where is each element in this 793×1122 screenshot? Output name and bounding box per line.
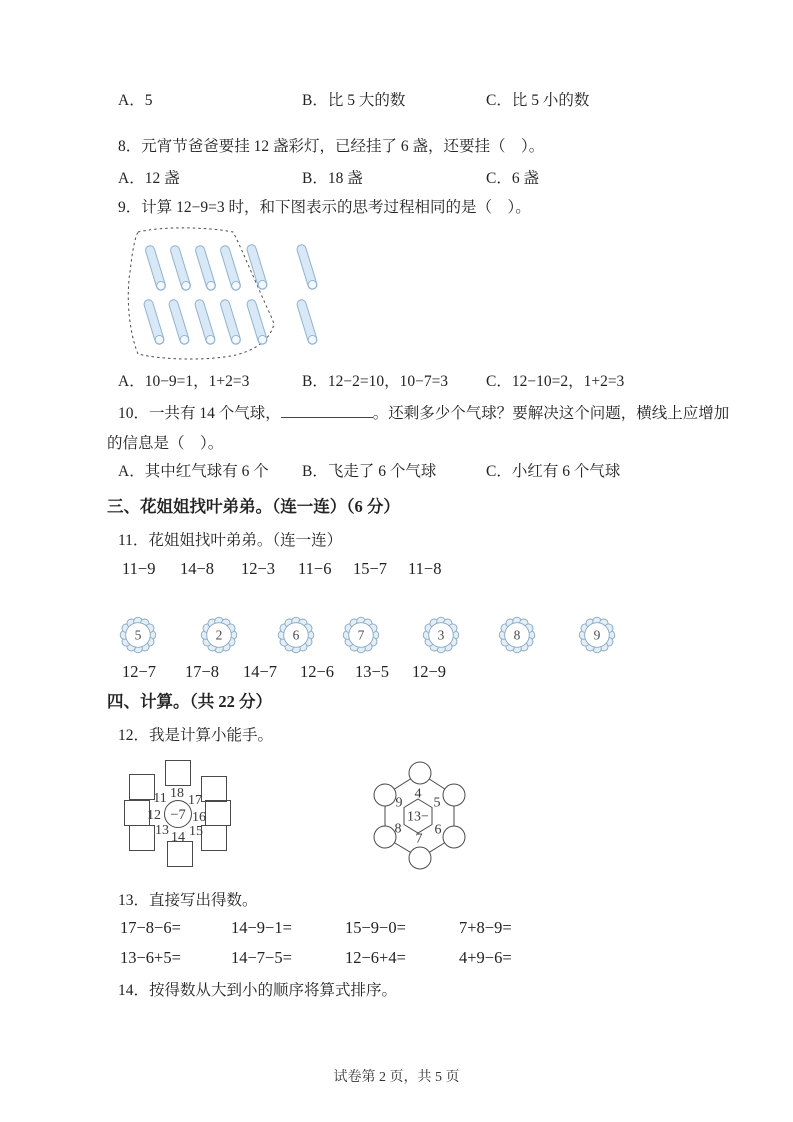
answer-circle — [443, 826, 465, 848]
answer-box — [130, 775, 155, 800]
question-10-text-line2: 的信息是（ ）。 — [107, 435, 224, 452]
expression: 12−6+4= — [345, 948, 406, 967]
q11-top-expressions — [0, 559, 793, 583]
minus-7-wheel-figure — [122, 757, 234, 869]
13-minus-hexagon-figure — [370, 755, 470, 873]
expression: 13−6+5= — [120, 948, 181, 967]
option-c: C．6 盏 — [486, 170, 539, 187]
question-14-text: 14．按得数从大到小的顺序将算式排序。 — [118, 982, 398, 999]
option-c: C．小红有 6 个气球 — [486, 463, 621, 480]
answer-box — [125, 801, 150, 826]
wheel-number: 13 — [155, 823, 169, 838]
flower — [498, 616, 536, 654]
section-4-title: 四、计算。（共 22 分） — [107, 692, 272, 711]
option-a: A．10−9=1，1+2=3 — [118, 373, 250, 390]
answer-box — [202, 777, 227, 802]
expression: 14−7−5= — [231, 948, 292, 967]
flower-number: 2 — [215, 627, 223, 643]
expression: 11−6 — [298, 559, 332, 578]
option-b: B．比 5 大的数 — [302, 92, 406, 109]
answer-circle — [443, 784, 465, 806]
stick — [194, 245, 216, 292]
q11-flowers-row — [0, 616, 793, 656]
answer-circle — [374, 784, 396, 806]
answer-circle — [409, 847, 431, 869]
question-11-text: 11．花姐姐找叶弟弟。（连一连） — [118, 532, 343, 549]
expression: 4+9−6= — [459, 948, 512, 967]
stick — [296, 244, 318, 291]
sticks-figure — [118, 227, 328, 363]
expression: 12−3 — [241, 559, 276, 578]
expression: 12−9 — [412, 662, 447, 681]
wheel-number: 12 — [147, 808, 161, 823]
expression: 11−9 — [122, 559, 156, 578]
question-7-options — [118, 90, 589, 112]
page-footer: 试卷第 2 页，共 5 页 — [333, 1070, 460, 1085]
hexagon-number: 7 — [415, 831, 423, 847]
section-3-title: 三、花姐姐找叶弟弟。（连一连）（6 分） — [107, 497, 400, 516]
hexagon-number: 9 — [395, 795, 403, 811]
wheel-number: 18 — [170, 786, 184, 801]
stick — [144, 245, 166, 292]
option-b: B．飞走了 6 个气球 — [302, 463, 437, 480]
hexagon-number: 6 — [434, 822, 442, 838]
stick — [194, 299, 216, 346]
expression: 14−8 — [180, 559, 215, 578]
option-c: C．12−10=2，1+2=3 — [486, 373, 625, 390]
question-13-text: 13．直接写出得数。 — [118, 892, 258, 909]
question-10-options — [118, 461, 620, 483]
question-10-text — [118, 403, 729, 425]
stick — [219, 245, 241, 292]
flower — [277, 616, 315, 654]
flower — [342, 616, 380, 654]
question-10-text-before: 10．一共有 14 个气球， — [118, 405, 281, 422]
flower — [422, 616, 460, 654]
question-12-text: 12．我是计算小能手。 — [118, 727, 274, 744]
question-9-text: 9．计算 12−9=3 时，和下图表示的思考过程相同的是（ ）。 — [118, 199, 531, 216]
answer-circle — [374, 826, 396, 848]
question-10-text-after: 。还剩多少个气球？要解决这个问题，横线上应增加 — [372, 405, 730, 422]
wheel-number: 15 — [189, 824, 203, 839]
expression: 12−7 — [122, 662, 157, 681]
expression: 12−6 — [300, 662, 335, 681]
option-c: C．比 5 小的数 — [486, 92, 590, 109]
expression: 15−9−0= — [345, 918, 406, 937]
option-a: A．12 盏 — [118, 170, 180, 187]
hexagon-number: 4 — [414, 786, 422, 802]
question-8-text: 8．元宵节爸爸要挂 12 盏彩灯，已经挂了 6 盏，还要挂（ ）。 — [118, 138, 545, 155]
expression: 15−7 — [353, 559, 388, 578]
stick — [168, 299, 190, 346]
hexagon-number: 5 — [433, 795, 441, 811]
answer-circle — [409, 762, 431, 784]
flower-number: 8 — [513, 627, 521, 643]
hexagon-operator: 13− — [407, 809, 429, 825]
stick — [296, 299, 318, 346]
stick — [219, 299, 241, 346]
option-b: B．12−2=10，10−7=3 — [302, 373, 449, 390]
option-a: A．5 — [118, 92, 153, 109]
q13-row-1 — [120, 917, 512, 939]
expression: 13−5 — [355, 662, 390, 681]
flower — [200, 616, 238, 654]
flower — [119, 616, 157, 654]
expression: 17−8−6= — [120, 918, 181, 937]
stick — [143, 299, 165, 346]
answer-box — [168, 842, 193, 867]
expression: 14−9−1= — [231, 918, 292, 937]
answer-box — [206, 801, 231, 826]
stick — [169, 245, 191, 292]
answer-box — [166, 761, 191, 786]
flower-number: 6 — [292, 627, 300, 643]
option-b: B．18 盏 — [302, 170, 363, 187]
wheel-number: 11 — [153, 791, 167, 806]
answer-box — [130, 826, 155, 851]
expression: 7+8−9= — [459, 918, 512, 937]
hexagon-number: 8 — [394, 821, 402, 837]
flower-number: 3 — [437, 627, 445, 643]
flower-number: 5 — [134, 627, 142, 643]
wheel-number: 16 — [192, 810, 206, 825]
q11-bottom-expressions — [0, 662, 793, 686]
expression: 14−7 — [243, 662, 278, 681]
expression: 17−8 — [185, 662, 220, 681]
wheel-number: 14 — [171, 830, 185, 845]
expression: 11−8 — [408, 559, 442, 578]
flower-number: 7 — [357, 627, 365, 643]
flower — [578, 616, 616, 654]
wheel-operator: −7 — [170, 807, 186, 823]
question-8-options — [118, 168, 539, 190]
question-9-options — [118, 371, 624, 393]
option-a: A．其中红气球有 6 个 — [118, 463, 269, 480]
answer-blank — [281, 404, 373, 418]
q13-row-2 — [120, 947, 512, 969]
wheel-number: 17 — [188, 793, 202, 808]
stick — [246, 299, 268, 346]
flower-number: 9 — [593, 627, 601, 643]
answer-box — [202, 826, 227, 851]
